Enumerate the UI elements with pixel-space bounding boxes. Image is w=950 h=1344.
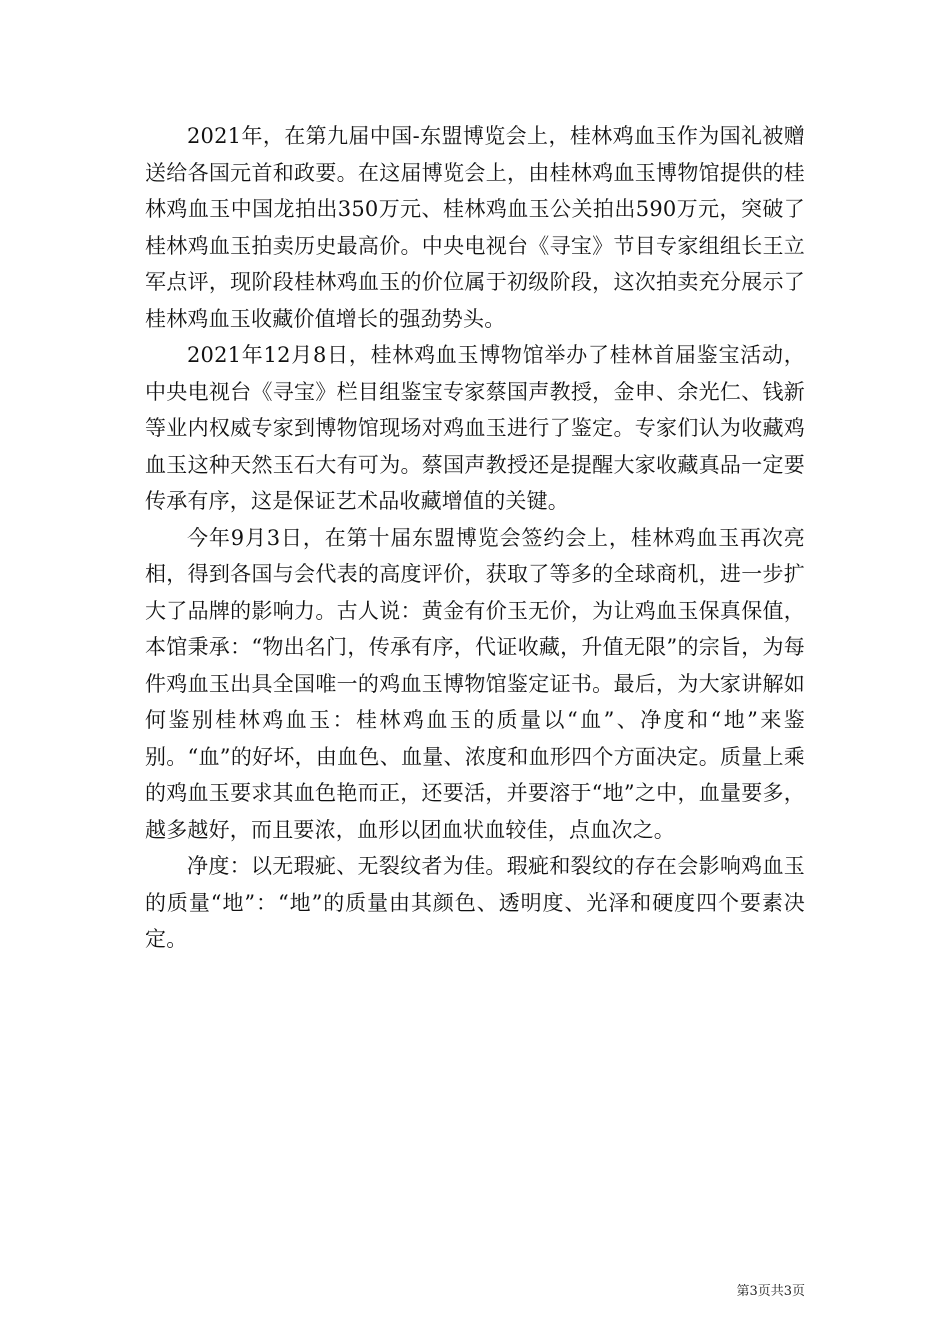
paragraph-1: 2021年，在第九届中国-东盟博览会上，桂林鸡血玉作为国礼被赠送给各国元首和政要。在这届博览会上，由桂林鸡血玉博物馆提供的桂林鸡血玉中国龙拍出350万元、桂林鸡血玉公关拍出590万元，突破了桂林鸡血玉拍卖历史最高价。中央电视台《寻宝》节目专家组组长王立军点评，现阶段桂林鸡血玉的价位属于初级阶段，这次拍卖充分展示了桂林鸡血玉收藏价值增长的强劲势头。 bbox=[145, 124, 805, 331]
paragraph-3: 今年9月3日，在第十届东盟博览会签约会上，桂林鸡血玉再次亮相，得到各国与会代表的高度评价，获取了等多的全球商机，进一步扩大了品牌的影响力。古人说：黄金有价玉无价，为让鸡血玉保真保值，本馆秉承：“物出名门，传承有序，代证收藏，升值无限”的宗旨，为每件鸡血玉出具全国唯一的鸡血玉博物馆鉴定证书。最后，为大家讲解如何鉴别桂林鸡血玉：桂林鸡血玉的质量以“血”、净度和“地”来鉴别。“血”的好坏，由血色、血量、浓度和血形四个方面决定。质量上乘的鸡血玉要求其血色艳而正，还要活，并要溶于“地”之中，血量要多，越多越好，而且要浓，血形以团血状血较佳，点血次之。 bbox=[145, 525, 805, 842]
paragraph-2: 2021年12月8日，桂林鸡血玉博物馆举办了桂林首届鉴宝活动，中央电视台《寻宝》栏目组鉴宝专家蔡国声教授，金申、余光仁、钱新等业内权威专家到博物馆现场对鸡血玉进行了鉴定。专家们认为收藏鸡血玉这种天然玉石大有可为。蔡国声教授还是提醒大家收藏真品一定要传承有序，这是保证艺术品收藏增值的关键。 bbox=[145, 343, 805, 513]
document-body bbox=[145, 118, 805, 958]
paragraph-4: 净度：以无瑕疵、无裂纹者为佳。瑕疵和裂纹的存在会影响鸡血玉的质量“地”：“地”的质量由其颜色、透明度、光泽和硬度四个要素决定。 bbox=[145, 854, 805, 951]
page-number-footer: 第3页共3页 bbox=[736, 1284, 805, 1299]
